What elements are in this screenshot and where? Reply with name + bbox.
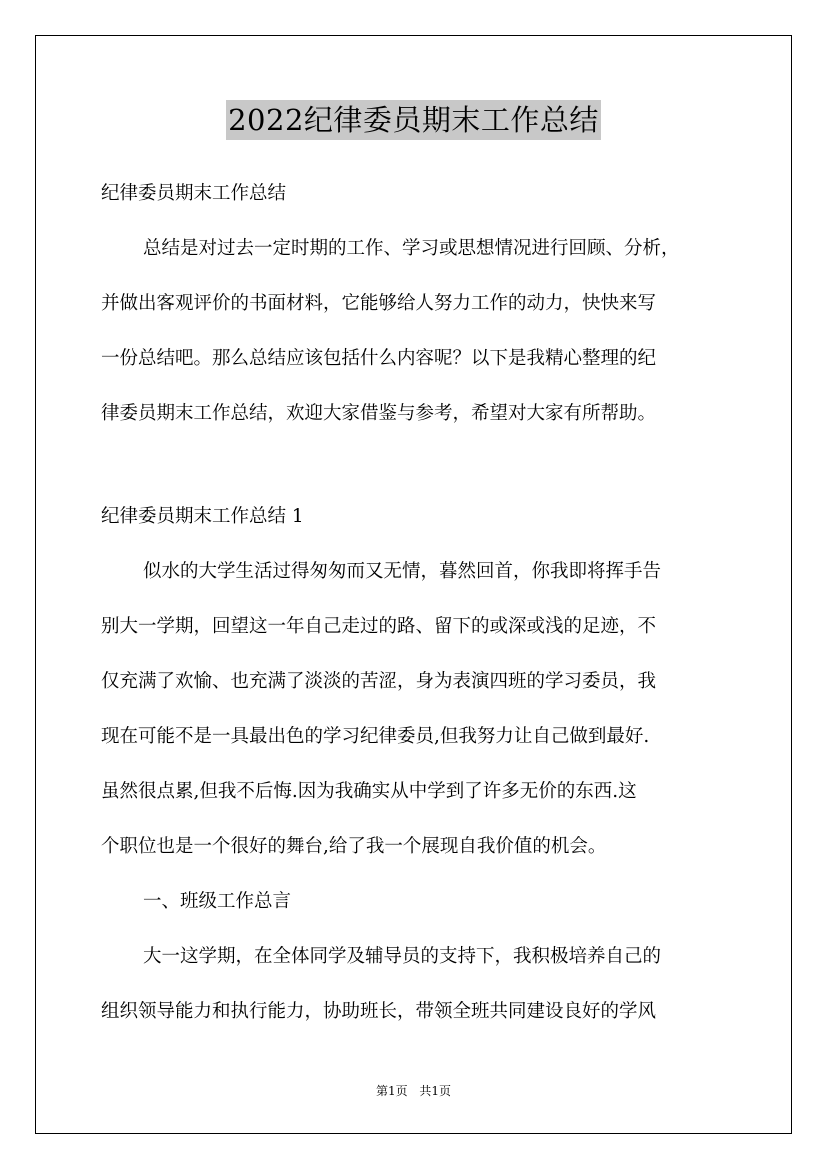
body-paragraph-line: 大一这学期，在全体同学及辅导员的支持下，我积极培养自己的	[143, 946, 662, 967]
intro-paragraph-line: 一份总结吧。那么总结应该包括什么内容呢？以下是我精心整理的纪	[101, 348, 657, 369]
sub-heading: 一、班级工作总言	[143, 891, 292, 912]
section-paragraph-line: 别大一学期，回望这一年自己走过的路、留下的或深或浅的足迹，不	[101, 616, 657, 637]
section-paragraph-line: 个职位也是一个很好的舞台,给了我一个展现自我价值的机会。	[101, 836, 607, 857]
paragraph-gap	[101, 447, 741, 495]
page-number-total: 共1页	[419, 1084, 452, 1098]
document-subtitle: 纪律委员期末工作总结	[101, 183, 287, 204]
section-paragraph-line: 似水的大学生活过得匆匆而又无情，暮然回首，你我即将挥手告	[143, 561, 662, 582]
document-title: 2022纪律委员期末工作总结	[226, 100, 601, 140]
section-paragraph-line: 现在可能不是一具最出色的学习纪律委员,但我努力让自己做到最好.	[101, 726, 650, 747]
section-paragraph-line: 虽然很点累,但我不后悔.因为我确实从中学到了许多无价的东西.这	[101, 781, 637, 802]
document-body	[101, 172, 741, 1045]
section-paragraph-line: 仅充满了欢愉、也充满了淡淡的苦涩，身为表演四班的学习委员，我	[101, 671, 657, 692]
body-paragraph-line: 组织领导能力和执行能力，协助班长，带领全班共同建设良好的学风	[101, 1001, 657, 1022]
intro-paragraph-line: 并做出客观评价的书面材料，它能够给人努力工作的动力，快快来写	[101, 293, 657, 314]
section-heading: 纪律委员期末工作总结 1	[101, 506, 304, 527]
intro-paragraph-line: 总结是对过去一定时期的工作、学习或思想情况进行回顾、分析，	[143, 238, 680, 259]
intro-paragraph-line: 律委员期末工作总结，欢迎大家借鉴与参考，希望对大家有所帮助。	[101, 403, 657, 424]
title-container	[0, 100, 827, 140]
page-footer	[0, 1082, 827, 1099]
page-number-current: 第1页	[375, 1084, 408, 1098]
